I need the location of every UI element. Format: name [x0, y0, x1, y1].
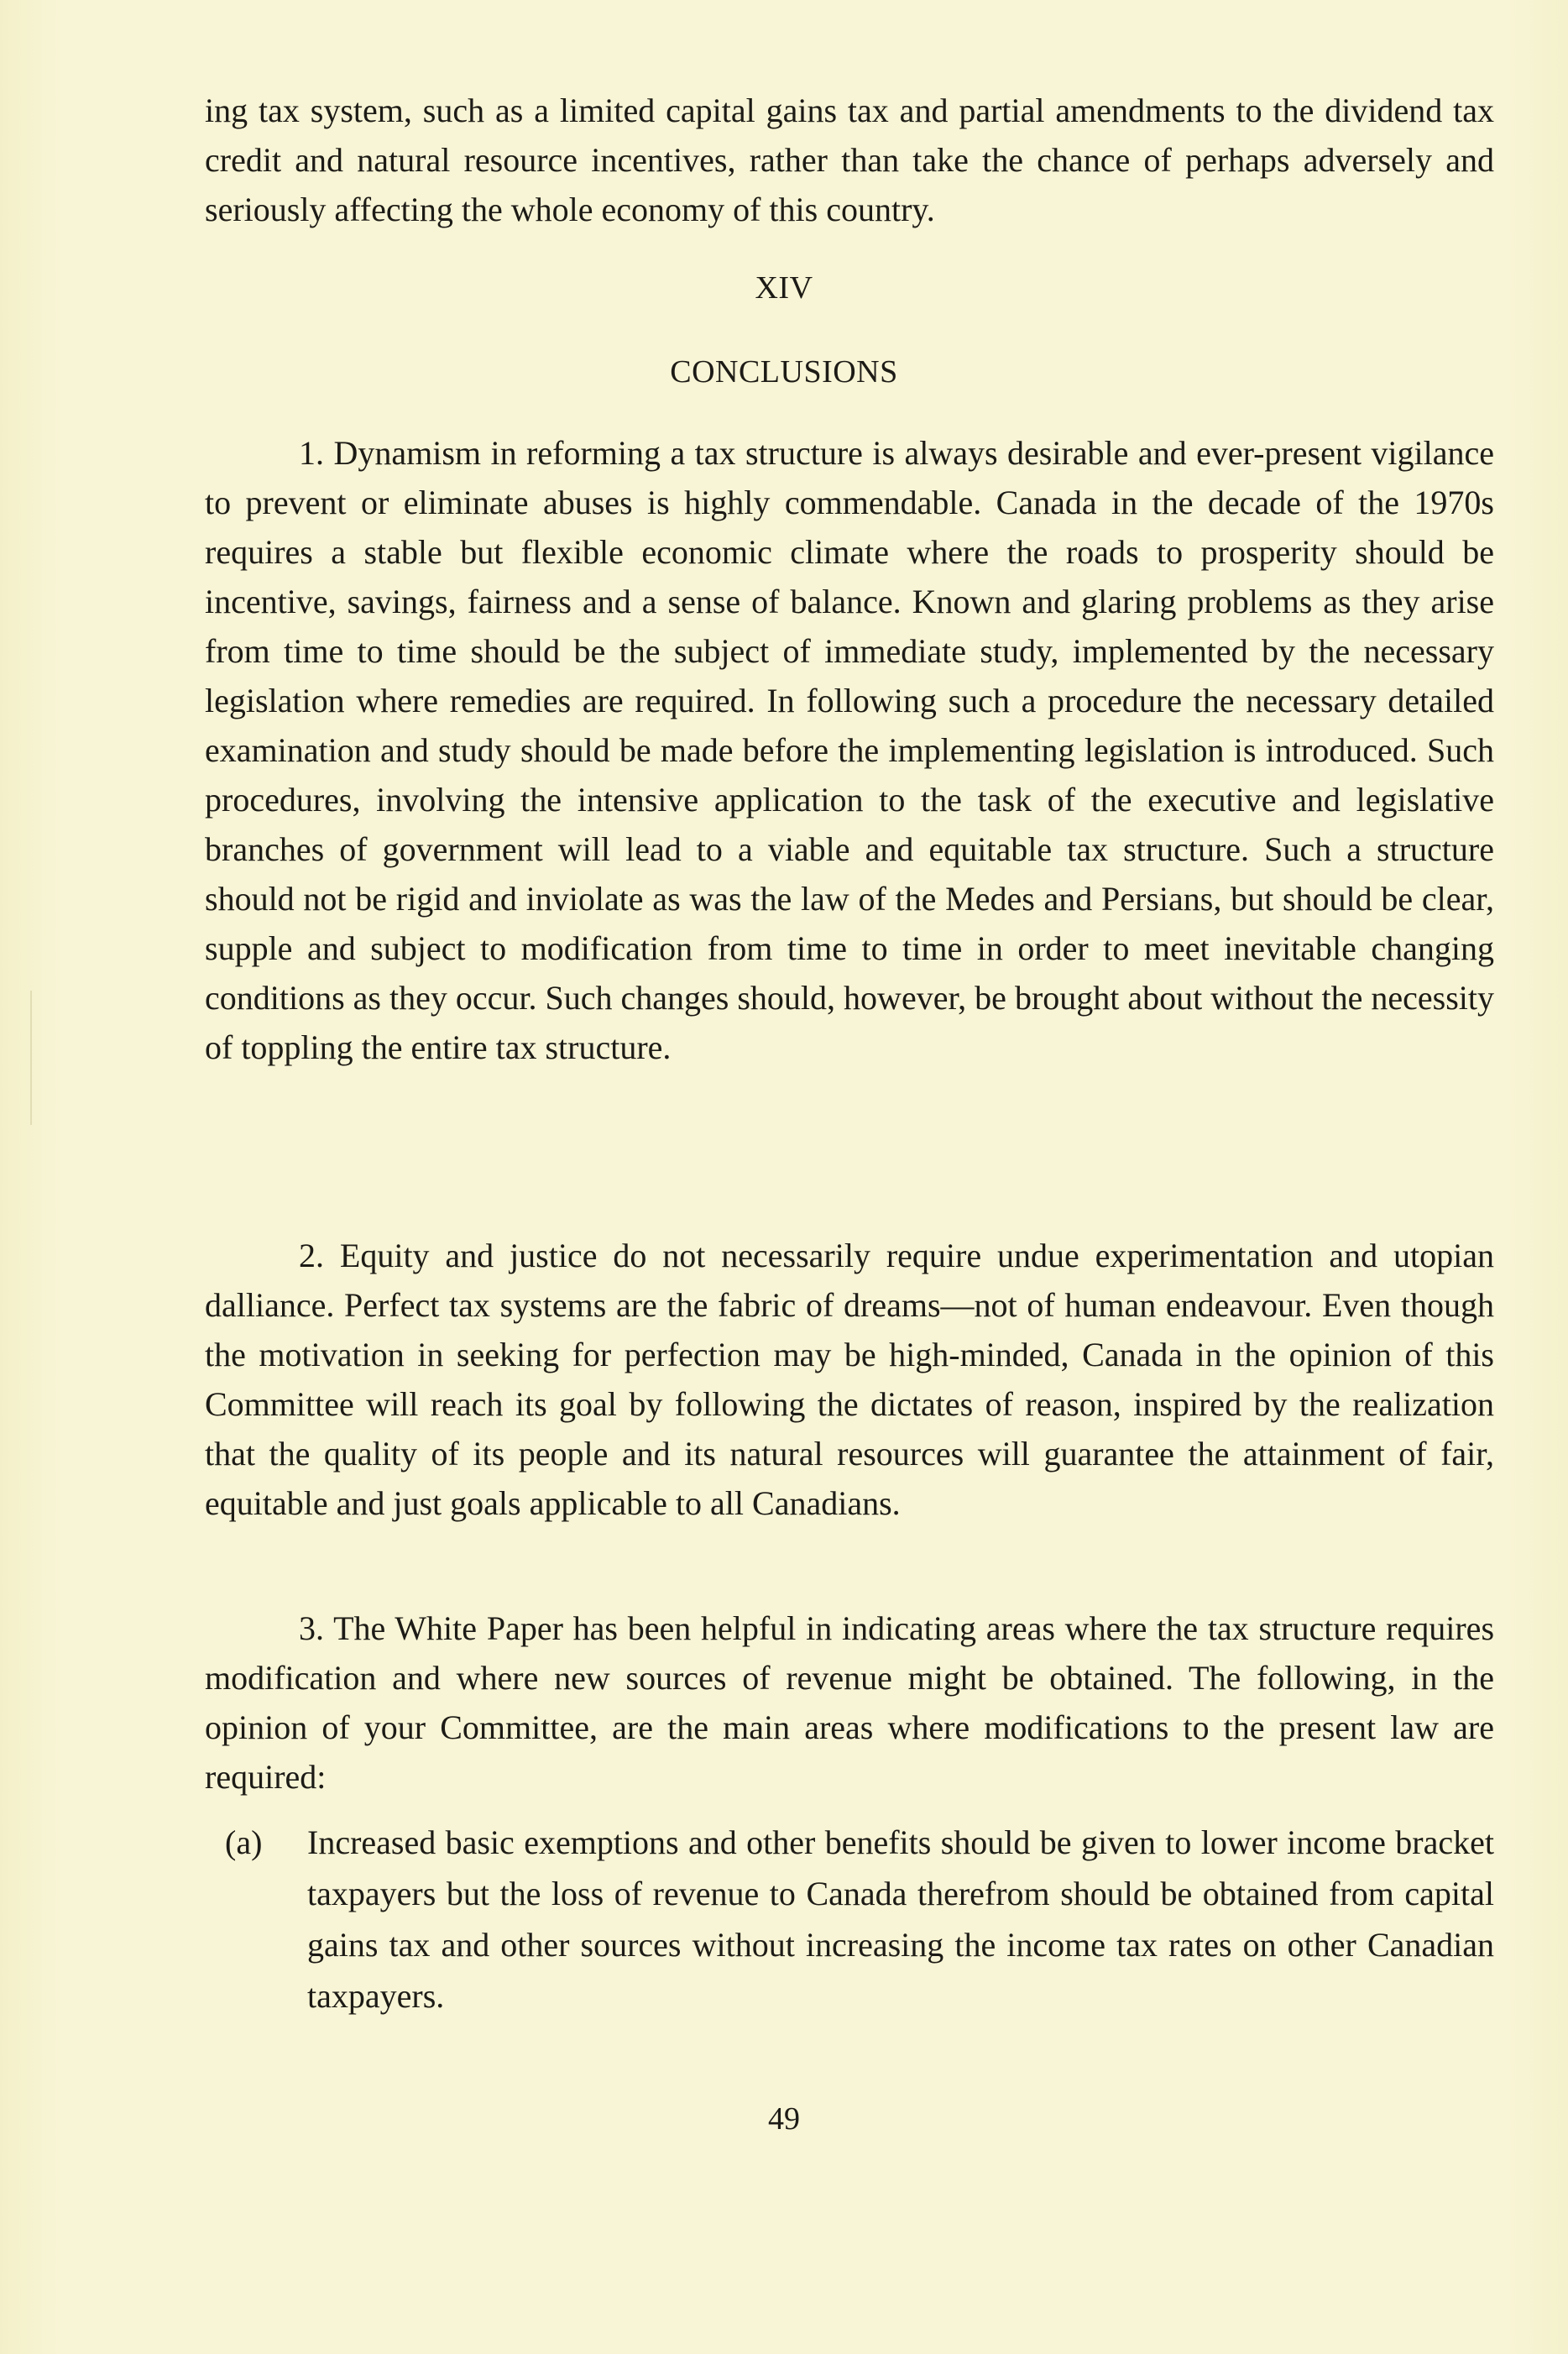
section-title: CONCLUSIONS — [670, 354, 898, 390]
paragraph-number: 3. — [299, 1609, 324, 1647]
paragraph-3 — [205, 1603, 1494, 1802]
continuation-text: ing tax system, such as a limited capital gains tax and partial amendments to the dividend tax credit and natural resource incentives, rather than take the chance of perhaps adversely and seriously affecting the whole economy of this country. — [205, 92, 1494, 228]
page-edge-shadow — [30, 991, 32, 1125]
paragraph-number: 1. — [299, 434, 324, 472]
sub-item-label: (a) — [225, 1823, 263, 1861]
paragraph-text: Dynamism in reforming a tax structure is always desirable and ever-present vigilance to prevent or eliminate abuses is highly commendable. Canada in the decade of the 1970s requires a stable but flexible economic climate where the roads to prosperity should be incentive, savings, fairness and a sense of balance. Known and glaring problems as they arise from time to time should be the subject of immediate study, implemented by the necessary legislation where remedies are required. In following such a procedure the necessary detailed examination and study should be made before the implementing legislation is introduced. Such procedures, involving the intensive application to the task of the executive and legislative branches of government will lead to a viable and equitable tax structure. Such a structure should not be rigid and inviolate as was the law of the Medes and Persians, but should be clear, supple and subject to modification from time to time in order to meet inevitable changing conditions as they occur. Such changes should, however, be brought about without the necessity of toppling the entire tax structure. — [205, 434, 1494, 1066]
paragraph-text: Equity and justice do not necessarily require undue experimentation and utopian dalliance. Perfect tax systems are the fabric of dreams—not of human endeavour. Even though the motivation in seeking for perfection may be high-minded, Canada in the opinion of this Committee will reach its goal by following the dictates of reason, inspired by the realization that the quality of its people and its natural resources will guarantee the attainment of fair, equitable and just goals applicable to all Canadians. — [205, 1237, 1495, 1522]
paragraph-1 — [205, 428, 1494, 1072]
page-number: 49 — [768, 2101, 800, 2137]
sub-item-text: Increased basic exemptions and other benefits should be given to lower income bracket taxpayers but the loss of revenue to Canada therefrom should be obtained from capital gains tax and other sources without increasing the income tax rates on other Canadian taxpayers. — [307, 1823, 1494, 2015]
paragraph-number: 2. — [299, 1237, 324, 1274]
section-number: XIV — [755, 270, 813, 306]
continuation-paragraph — [205, 86, 1494, 234]
sub-item-a — [225, 1817, 1494, 2022]
paragraph-2 — [205, 1231, 1494, 1528]
paragraph-text: The White Paper has been helpful in indicating areas where the tax structure requires modification and where new sources of revenue might be obtained. The following, in the opinion of your Committee, are the main areas where modifications to the present law are required: — [205, 1609, 1495, 1796]
